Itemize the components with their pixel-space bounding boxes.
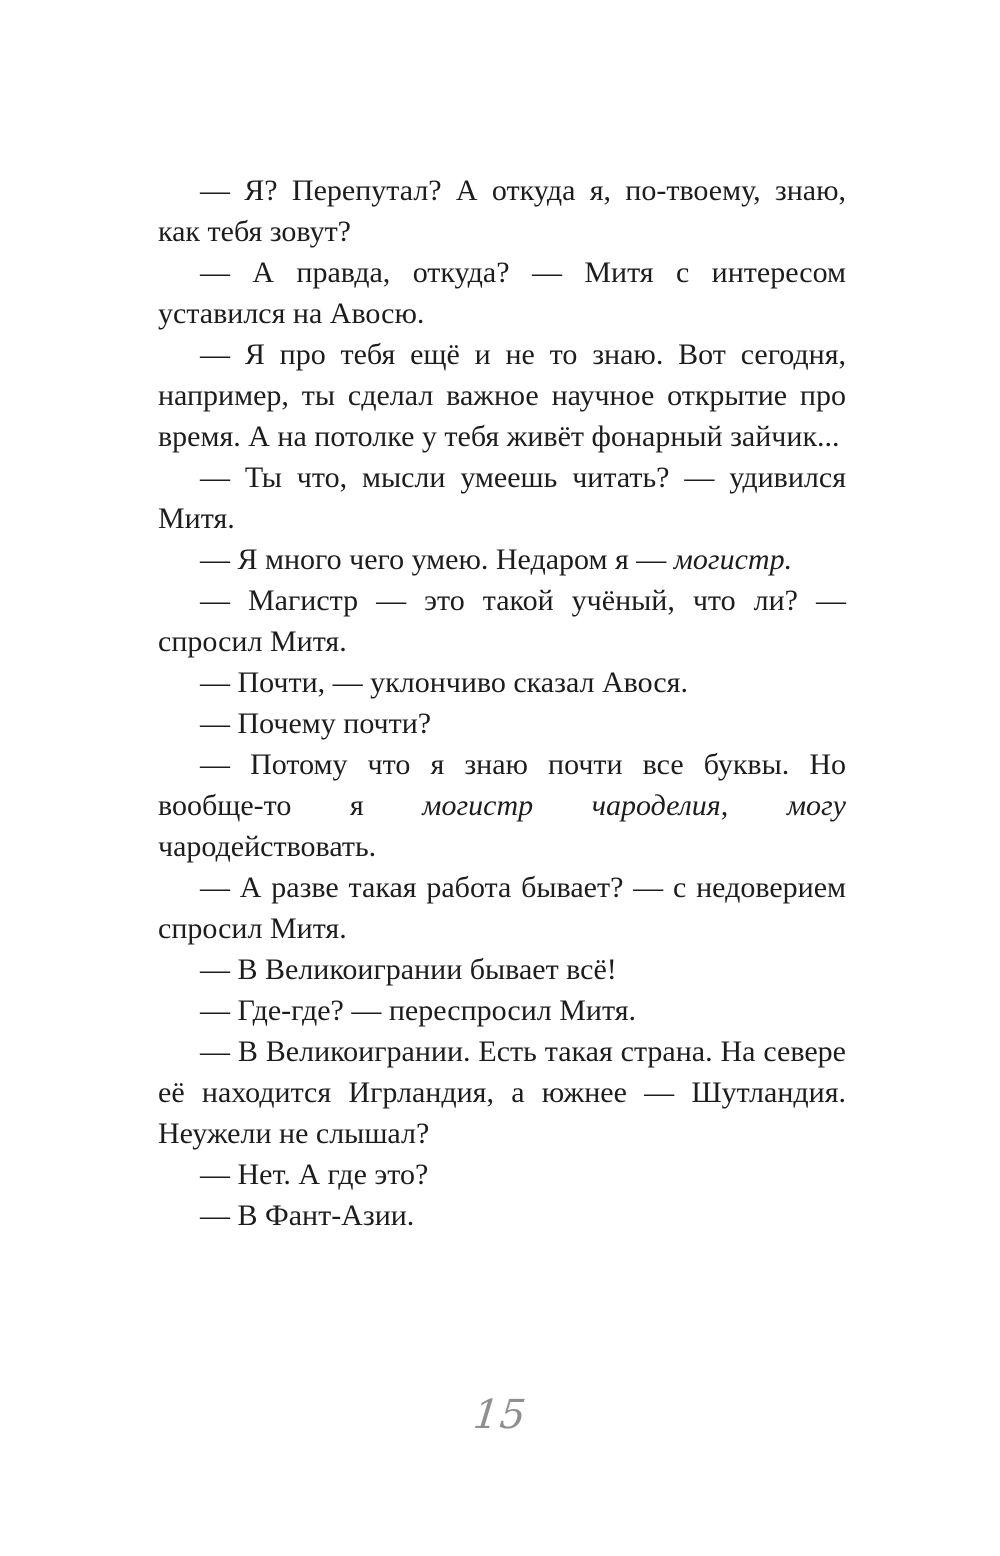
body-text: — В Великоигрании бывает всё!	[200, 953, 617, 986]
paragraph	[158, 170, 846, 252]
body-text: — Почти, — уклончиво сказал Авося.	[200, 666, 688, 699]
paragraph	[158, 580, 846, 662]
paragraph	[158, 949, 846, 990]
italic-text: могистр.	[673, 543, 793, 576]
page-text	[158, 170, 846, 1236]
paragraph	[158, 334, 846, 457]
italic-text: могистр чароделия, могу	[422, 789, 846, 822]
body-text: — Я много чего умею. Недаром я —	[200, 543, 674, 576]
paragraph	[158, 867, 846, 949]
body-text: — В Фант-Азии.	[200, 1199, 415, 1232]
page-number: 15	[471, 1392, 529, 1438]
paragraph	[158, 539, 846, 580]
body-text: — Потому что я знаю почти все буквы. Но вообще-то я	[158, 748, 846, 822]
body-text: — Ты что, мысли умеешь читать? — удивился Митя.	[158, 461, 846, 535]
body-text: — Нет. А где это?	[200, 1158, 429, 1191]
body-text: — В Великоигрании. Есть такая страна. На севере её находится Игрландия, а южнее — Шутландия. Неужели не слышал?	[158, 1035, 846, 1150]
paragraph	[158, 744, 846, 867]
body-text: — Я? Перепутал? А откуда я, по-твоему, знаю, как тебя зовут?	[158, 174, 846, 248]
body-text: — Почему почти?	[200, 707, 432, 740]
body-text: — А разве такая работа бывает? — с недоверием спросил Митя.	[158, 871, 846, 945]
paragraph	[158, 662, 846, 703]
paragraph	[158, 1154, 846, 1195]
paragraph	[158, 703, 846, 744]
paragraph	[158, 990, 846, 1031]
paragraph	[158, 1195, 846, 1236]
body-text: — А правда, откуда? — Митя с интересом уставился на Авосю.	[158, 256, 846, 330]
paragraph	[158, 1031, 846, 1154]
paragraph	[158, 457, 846, 539]
body-text: — Где-где? — переспросил Митя.	[200, 994, 636, 1027]
paragraph	[158, 252, 846, 334]
body-text: — Я про тебя ещё и не то знаю. Вот сегодня, например, ты сделал важное научное открытие про время. А на потолке у тебя живёт фонарный зайчик...	[158, 338, 846, 453]
body-text: чародействовать.	[158, 830, 377, 863]
body-text: — Магистр — это такой учёный, что ли? — спросил Митя.	[158, 584, 846, 658]
